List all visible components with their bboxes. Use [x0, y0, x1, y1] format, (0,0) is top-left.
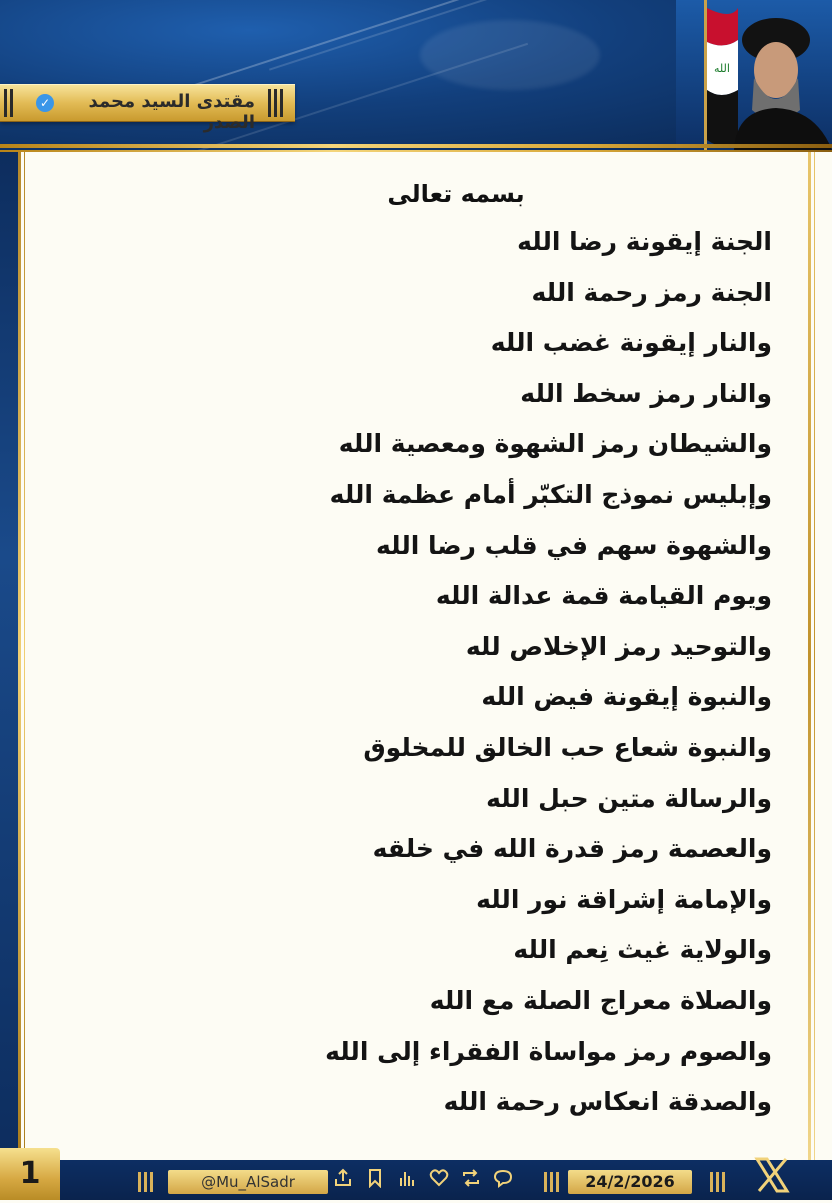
statement-line: والعصمة رمز قدرة الله في خلقه: [372, 834, 772, 864]
bookmark-icon[interactable]: [364, 1168, 386, 1190]
footer-decorative-bars: [710, 1172, 725, 1192]
right-frame-gold: [808, 152, 811, 1162]
statement-line: الجنة رمز رحمة الله: [531, 277, 772, 307]
statement-lines: [60, 222, 772, 1133]
verified-badge-icon: ✓: [36, 94, 54, 112]
account-name: مقتدى السيد محمد الصدر: [88, 91, 255, 133]
share-icon[interactable]: [332, 1168, 354, 1190]
portrait-image: [676, 0, 832, 150]
plate-decorative-bars: [268, 89, 283, 117]
decorative-glow: [420, 20, 600, 90]
statement-line: والشهوة سهم في قلب رضا الله: [375, 530, 772, 560]
statement-line: والصوم رمز مواساة الفقراء إلى الله: [325, 1036, 772, 1066]
statement-line: والنبوة شعاع حب الخالق للمخلوق: [363, 732, 772, 762]
statement-line: والنبوة إيقونة فيض الله: [481, 682, 772, 712]
basmala-heading: بسمه تعالى: [387, 180, 525, 208]
statement-line: والشيطان رمز الشهوة ومعصية الله: [338, 429, 772, 459]
plate-decorative-bars: [4, 89, 13, 117]
statement-line: وإبليس نموذج التكبّر أمام عظمة الله: [329, 479, 772, 509]
left-frame-gold-thin: [24, 152, 25, 1162]
footer-decorative-bars: [544, 1172, 559, 1192]
footer-decorative-bars: [138, 1172, 153, 1192]
statement-body: [60, 180, 772, 1133]
x-logo-icon[interactable]: [746, 1155, 798, 1197]
account-name-plate: [0, 84, 295, 133]
like-icon[interactable]: [428, 1168, 450, 1190]
page-number: 1: [0, 1148, 60, 1200]
right-frame-gold-thin: [814, 152, 815, 1162]
post-date: 24/2/2026: [568, 1170, 692, 1194]
left-frame-gold: [18, 152, 21, 1162]
header-gold-divider: [0, 144, 832, 148]
statement-line: والولاية غيث نِعم الله: [513, 935, 772, 965]
statement-line: والإمامة إشراقة نور الله: [476, 884, 772, 914]
svg-text:الله: الله: [714, 62, 730, 75]
iraq-flag-icon: [704, 0, 738, 150]
statement-line: والصدقة انعكاس رحمة الله: [443, 1087, 772, 1117]
header-gold-divider-thin: [0, 150, 832, 152]
statement-line: والتوحيد رمز الإخلاص لله: [465, 631, 772, 661]
statement-line: الجنة إيقونة رضا الله: [517, 227, 772, 256]
account-handle[interactable]: @Mu_AlSadr: [168, 1170, 328, 1194]
post-action-icons: [332, 1168, 514, 1190]
analytics-icon[interactable]: [396, 1168, 418, 1190]
statement-line: والنار إيقونة غضب الله: [490, 328, 772, 358]
statement-line: والنار رمز سخط الله: [520, 378, 772, 408]
statement-line: والرسالة متين حبل الله: [486, 783, 772, 813]
statement-line: والصلاة معراج الصلة مع الله: [429, 985, 772, 1015]
reply-icon[interactable]: [492, 1168, 514, 1190]
repost-icon[interactable]: [460, 1168, 482, 1190]
statement-line: ويوم القيامة قمة عدالة الله: [435, 581, 772, 611]
left-frame: [0, 152, 18, 1162]
